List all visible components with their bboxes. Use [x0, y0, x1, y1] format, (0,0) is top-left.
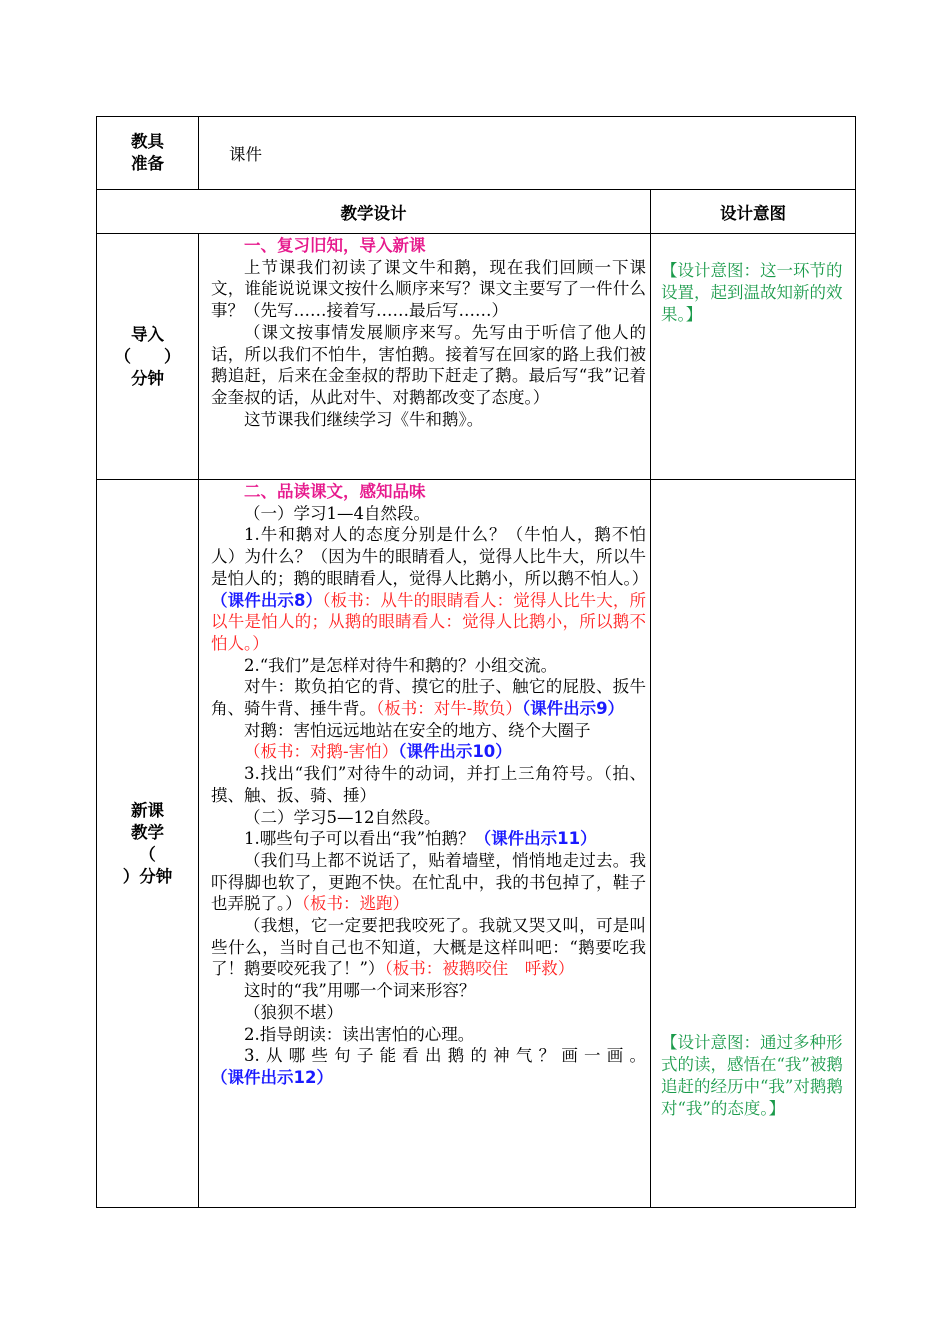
slide-ref: （课件出示9） — [521, 699, 625, 719]
question-7: 3.从哪些句子能看出鹅的神气？画一画。（课件出示12） — [211, 1046, 646, 1087]
board-note: （板书：对鹅-害怕） — [244, 742, 399, 762]
lesson-content — [199, 480, 651, 1208]
passage-a: （我们马上都不说话了，贴着墙壁，悄悄地走过去。我吓得脚也软了，更跑不快。在忙乱中，我的书包掉了，鞋子也弄脱了。）（板书：逃跑） — [211, 850, 646, 914]
board-note: （板书：对牛-欺负） — [376, 699, 522, 719]
header-row — [97, 190, 856, 234]
goose-treatment: 对鹅：害怕远远地站在安全的地方、绕个大圈子 — [244, 720, 591, 740]
question-3: 3.找出“我们”对待牛的动词，并打上三角符号。（拍、摸、触、扳、骑、捶） — [211, 764, 646, 805]
intro-paragraph-3: 这节课我们继续学习《牛和鹅》。 — [244, 409, 484, 429]
prep-label: 教具 准备 — [97, 117, 199, 190]
board-note: （板书：被鹅咬住 呼救） — [384, 959, 575, 979]
question-1: 1.牛和鹅对人的态度分别是什么？（牛怕人，鹅不怕人）为什么？（因为牛的眼睛看人，觉得人比牛大，所以牛是怕人的；鹅的眼睛看人，觉得人比鹅小，所以鹅不怕人。）（课件出示8）（板书：从牛的眼睛看人：觉得人比牛大，所以牛是怕人的；从鹅的眼睛看人：觉得人比鹅小，所以鹅不怕人。） — [211, 525, 649, 653]
board-note: （板书：逃跑） — [301, 894, 409, 914]
intro-intent: 【设计意图：这一环节的设置，起到温故知新的效果。】 — [651, 234, 856, 480]
intro-paragraph-2: （课文按事情发展顺序来写。先写由于听信了他人的话，所以我们不怕牛，害怕鹅。接着写在回家的路上我们被鹅追赶，后来在金奎叔的帮助下赶走了鹅。最后写“我”记着金奎叔的话，从此对牛、对鹅都改变了态度。） — [211, 322, 646, 407]
intro-label: 导入 （ ） 分钟 — [97, 234, 199, 480]
prep-row — [97, 117, 856, 190]
design-header: 教学设计 — [97, 190, 651, 234]
intro-title: 一、复习旧知，导入新课 — [244, 236, 426, 255]
slide-ref: （课件出示11） — [474, 829, 597, 849]
goose-notes — [211, 741, 646, 763]
intro-paragraph-1: 上节课我们初读了课文牛和鹅，现在我们回顾一下课文，谁能说说课文按什么顺序来写？课文主要写了一件什么事？（先写……接着写……最后写……） — [211, 257, 646, 321]
question-4: 1.哪些句子可以看出“我”怕鹅？（课件出示11） — [244, 829, 597, 849]
section-1-heading: （一）学习1—4自然段。 — [244, 503, 430, 523]
cow-treatment: 对牛：欺负拍它的背、摸它的肚子、触它的屁股、扳牛角、骑牛背、捶牛背。（板书：对牛-欺负）（课件出示9） — [211, 677, 646, 719]
intent-header: 设计意图 — [651, 190, 856, 234]
prep-value: 课件 — [199, 117, 856, 190]
lesson-label: 新课 教学 （ ）分钟 — [97, 480, 199, 1208]
lesson-title: 二、品读课文，感知品味 — [244, 482, 426, 501]
question-2: 2.“我们”是怎样对待牛和鹅的？小组交流。 — [244, 655, 558, 675]
section-2-heading: （二）学习5—12自然段。 — [244, 807, 441, 827]
slide-ref: （课件出示12） — [211, 1067, 333, 1087]
board-note: （板书：从牛的眼睛看人：觉得人比牛大，所以牛是怕人的；从鹅的眼睛看人：觉得人比鹅小，所以鹅不怕人。） — [211, 590, 647, 653]
answer-5: （狼狈不堪） — [244, 1002, 343, 1022]
intro-row — [97, 234, 856, 480]
slide-ref: （课件出示8） — [211, 590, 323, 610]
question-6: 2.指导朗读：读出害怕的心理。 — [244, 1024, 475, 1044]
lesson-plan-table — [96, 116, 856, 1208]
question-5: 这时的“我”用哪一个词来形容？ — [244, 981, 476, 1001]
lesson-row — [97, 480, 856, 1208]
lesson-plan-sheet — [96, 116, 855, 1208]
passage-b: （我想，它一定要把我咬死了。我就又哭又叫，可是叫些什么，当时自己也不知道，大概是这样叫吧：“鹅要吃我了！鹅要咬死我了！”）（板书：被鹅咬住 呼救） — [211, 916, 646, 979]
lesson-intent: 【设计意图：通过多种形式的读，感悟在“我”被鹅追赶的经历中“我”对鹅鹅对“我”的态度。】 — [651, 480, 856, 1208]
intro-content — [199, 234, 651, 480]
slide-ref: （课件出示10） — [398, 742, 512, 762]
